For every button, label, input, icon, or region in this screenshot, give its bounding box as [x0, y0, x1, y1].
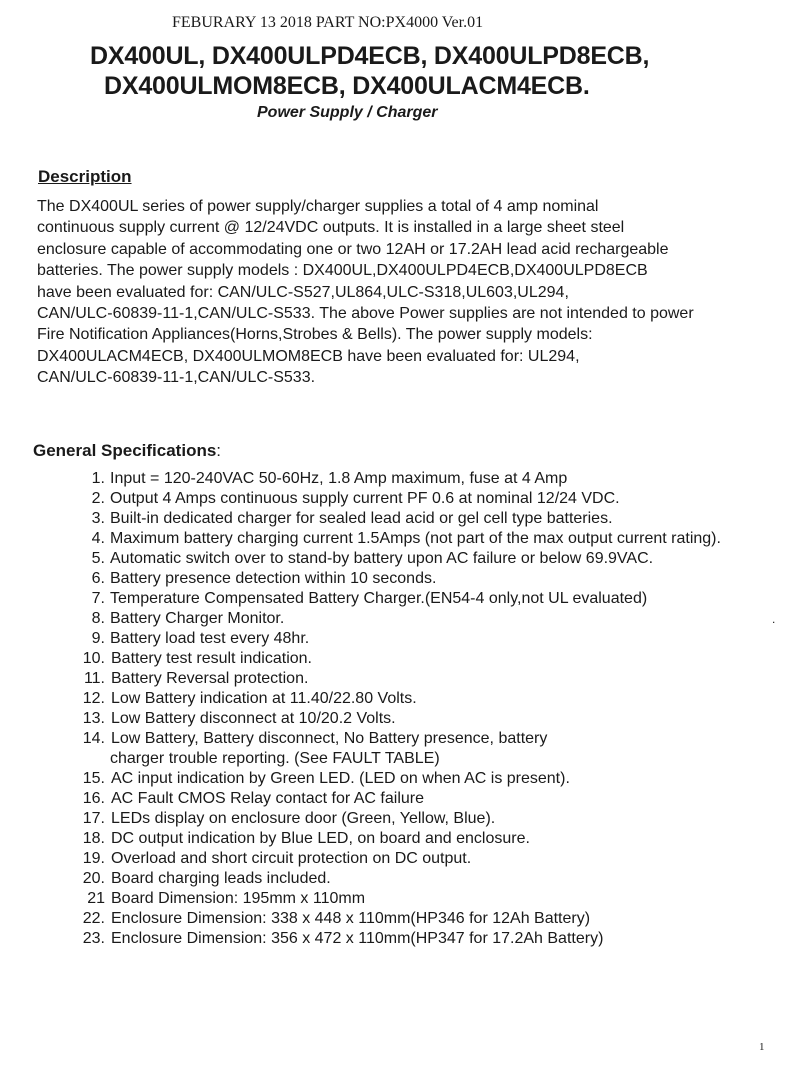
- spec-item-text: charger trouble reporting. (See FAULT TABLE): [110, 750, 440, 767]
- spec-item-number: 14.: [82, 730, 105, 747]
- spec-item-number: 7.: [91, 590, 105, 607]
- spec-item-number: 5.: [91, 550, 105, 567]
- spec-item-text: Built-in dedicated charger for sealed lead acid or gel cell type batteries.: [110, 510, 613, 527]
- spec-item-text: Low Battery indication at 11.40/22.80 Volts.: [111, 690, 417, 707]
- description-line: DX400ULACM4ECB, DX400ULMOM8ECB have been evaluated for: UL294,: [37, 347, 580, 365]
- spec-item-number: 20.: [82, 870, 105, 887]
- spec-item-text: Low Battery, Battery disconnect, No Battery presence, battery: [111, 730, 548, 747]
- spec-item-text: Low Battery disconnect at 10/20.2 Volts.: [111, 710, 396, 727]
- model-list-line-1: DX400UL, DX400ULPD4ECB, DX400ULPD8ECB,: [90, 42, 650, 70]
- spec-item-number: 22.: [82, 910, 105, 927]
- spec-item-text: Board Dimension: 195mm x 110mm: [111, 890, 366, 907]
- spec-item-number: 13.: [82, 710, 105, 727]
- spec-item-number: 15.: [82, 770, 105, 787]
- spec-item-number: 21: [87, 890, 105, 907]
- spec-item-text: AC input indication by Green LED. (LED on when AC is present).: [111, 770, 570, 787]
- spec-item-text: AC Fault CMOS Relay contact for AC failure: [111, 790, 424, 807]
- spec-item-number: 10.: [82, 650, 105, 667]
- spec-item-text: Temperature Compensated Battery Charger.(EN54-4 only,not UL evaluated): [110, 590, 648, 607]
- spec-item-text: Input = 120-240VAC 50-60Hz, 1.8 Amp maximum, fuse at 4 Amp: [110, 470, 568, 487]
- description-line: The DX400UL series of power supply/charger supplies a total of 4 amp nominal: [37, 198, 599, 215]
- spec-item-number: 4.: [91, 530, 105, 547]
- spec-item-number: 16.: [82, 790, 105, 807]
- margin-dot-mark: .: [772, 612, 776, 626]
- description-line: enclosure capable of accommodating one or two 12AH or 17.2AH lead acid rechargeable: [37, 240, 669, 258]
- spec-item-number: 3.: [91, 510, 105, 527]
- spec-item-text: Overload and short circuit protection on DC output.: [111, 850, 472, 867]
- description-heading: Description: [38, 167, 132, 186]
- spec-item-number: 17.: [82, 810, 105, 827]
- spec-item-text: Battery Reversal protection.: [111, 670, 309, 687]
- page-number: 1: [759, 1041, 765, 1053]
- spec-item-text: Battery test result indication.: [111, 650, 312, 667]
- description-line: batteries. The power supply models : DX400UL,DX400ULPD4ECB,DX400ULPD8ECB: [37, 262, 648, 280]
- spec-item-text: Battery presence detection within 10 seconds.: [110, 570, 437, 587]
- spec-item-number: 11.: [83, 670, 105, 687]
- spec-item-text: Battery load test every 48hr.: [110, 630, 310, 647]
- spec-item-number: 2.: [91, 490, 105, 507]
- spec-item-text: DC output indication by Blue LED, on board and enclosure.: [111, 830, 530, 847]
- spec-item-text: Maximum battery charging current 1.5Amps (not part of the max output current rating).: [110, 530, 721, 547]
- specifications-heading: [33, 441, 221, 461]
- spec-item-text: Board charging leads included.: [111, 870, 331, 887]
- spec-item-number: 1.: [91, 470, 105, 487]
- document-header-line: FEBURARY 13 2018 PART NO:PX4000 Ver.01: [172, 14, 484, 31]
- spec-item-number: 6.: [91, 570, 105, 587]
- spec-item-text: Automatic switch over to stand-by battery upon AC failure or below 69.9VAC.: [110, 550, 654, 567]
- spec-item-text: Enclosure Dimension: 356 x 472 x 110mm(HP347 for 17.2Ah Battery): [111, 930, 604, 947]
- description-line: continuous supply current @ 12/24VDC outputs. It is installed in a large sheet steel: [37, 219, 625, 237]
- spec-item-number: 23.: [82, 930, 105, 947]
- spec-item-number: 8.: [91, 610, 105, 627]
- spec-item-text: LEDs display on enclosure door (Green, Yellow, Blue).: [111, 810, 496, 827]
- description-body: [37, 196, 782, 389]
- spec-item-text: Output 4 Amps continuous supply current PF 0.6 at nominal 12/24 VDC.: [110, 490, 620, 507]
- description-line: have been evaluated for: CAN/ULC-S527,UL864,ULC-S318,UL603,UL294,: [37, 283, 569, 301]
- specifications-heading-colon: :: [216, 441, 222, 460]
- model-list-line-2: DX400ULMOM8ECB, DX400ULACM4ECB.: [104, 72, 590, 100]
- spec-item-number: 9.: [91, 630, 105, 647]
- spec-item-number: 18.: [82, 830, 105, 847]
- specifications-heading-text: General Specifications: [33, 441, 217, 460]
- spec-item-text: Enclosure Dimension: 338 x 448 x 110mm(HP346 for 12Ah Battery): [111, 910, 591, 927]
- description-line: CAN/ULC-60839-11-1,CAN/ULC-S533. The above Power supplies are not intended to power: [37, 305, 694, 323]
- description-line: CAN/ULC-60839-11-1,CAN/ULC-S533.: [37, 369, 316, 387]
- spec-item-number: 19.: [82, 850, 105, 867]
- description-line: Fire Notification Appliances(Horns,Strobes & Bells). The power supply models:: [37, 326, 593, 344]
- spec-item-number: 12.: [82, 690, 105, 707]
- document-subtitle: Power Supply / Charger: [257, 104, 438, 121]
- spec-item-text: Battery Charger Monitor.: [110, 610, 285, 627]
